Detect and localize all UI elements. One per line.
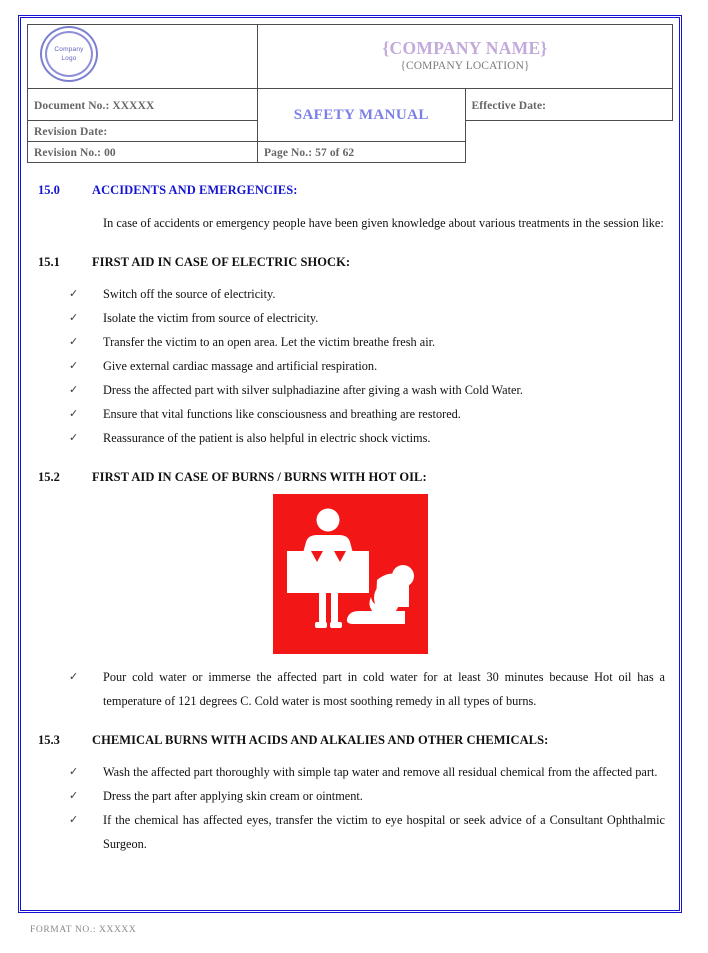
effective-date-cell bbox=[465, 89, 673, 121]
check-icon: ✓ bbox=[69, 384, 79, 396]
header-row-revision-page bbox=[28, 142, 673, 163]
check-icon: ✓ bbox=[69, 336, 79, 348]
section-15-1-checklist bbox=[27, 282, 673, 450]
list-item bbox=[27, 354, 673, 378]
list-item bbox=[27, 330, 673, 354]
logo-line-2: Logo bbox=[61, 55, 77, 62]
logo-cell bbox=[28, 25, 258, 89]
check-icon: ✓ bbox=[69, 790, 79, 802]
section-number: 15.3 bbox=[38, 733, 60, 747]
header-row-doc-effective bbox=[28, 89, 673, 121]
check-icon: ✓ bbox=[69, 408, 79, 420]
footer-format-no: FORMAT NO.: XXXXX bbox=[30, 925, 137, 935]
check-icon: ✓ bbox=[69, 360, 79, 372]
document-no-cell bbox=[28, 89, 258, 121]
section-title: ACCIDENTS AND EMERGENCIES: bbox=[92, 183, 298, 197]
revision-no-cell bbox=[28, 142, 258, 163]
list-item bbox=[27, 378, 673, 402]
section-heading-15-3 bbox=[27, 732, 673, 749]
list-item-text: Give external cardiac massage and artificial respiration. bbox=[103, 359, 378, 373]
document-page bbox=[18, 15, 682, 913]
document-no-label: Document No.: XXXXX bbox=[34, 99, 155, 112]
check-icon: ✓ bbox=[69, 671, 79, 683]
list-item bbox=[27, 426, 673, 450]
section-title: FIRST AID IN CASE OF BURNS / BURNS WITH HOT OIL: bbox=[92, 470, 427, 484]
document-header-table bbox=[27, 24, 673, 163]
section-heading-15-2 bbox=[27, 469, 673, 486]
fire-blanket-safety-pictogram-icon bbox=[273, 494, 428, 654]
list-item bbox=[27, 784, 673, 808]
list-item bbox=[27, 402, 673, 426]
page-inner-frame bbox=[27, 24, 673, 904]
check-icon: ✓ bbox=[69, 288, 79, 300]
pictogram-container bbox=[27, 494, 673, 659]
list-item bbox=[27, 760, 673, 784]
check-icon: ✓ bbox=[69, 814, 79, 826]
page-no-cell bbox=[258, 142, 466, 163]
list-item-text: Wash the affected part thoroughly with simple tap water and remove all residual chemical from the affected part. bbox=[103, 765, 658, 779]
revision-date-cell bbox=[28, 121, 258, 142]
list-item bbox=[27, 306, 673, 330]
company-logo-label bbox=[42, 45, 96, 63]
list-item-text: Ensure that vital functions like consciousness and breathing are restored. bbox=[103, 407, 461, 421]
header-row-title bbox=[28, 25, 673, 89]
page-no-label: Page No.: 57 of 62 bbox=[264, 147, 355, 159]
list-item-text: Isolate the victim from source of electricity. bbox=[103, 311, 319, 325]
company-location: {COMPANY LOCATION} bbox=[400, 59, 530, 72]
section-title: FIRST AID IN CASE OF ELECTRIC SHOCK: bbox=[92, 255, 351, 269]
effective-date-label: Effective Date: bbox=[471, 99, 547, 112]
list-item-text: Reassurance of the patient is also helpful in electric shock victims. bbox=[103, 431, 431, 445]
section-15-3-checklist bbox=[27, 760, 673, 856]
list-item-text: Dress the affected part with silver sulphadiazine after giving a wash with Cold Water. bbox=[103, 383, 523, 397]
list-item-text: Transfer the victim to an open area. Let the victim breathe fresh air. bbox=[103, 335, 436, 349]
section-number: 15.0 bbox=[38, 183, 60, 197]
revision-no-label: Revision No.: 00 bbox=[34, 147, 116, 159]
company-logo-icon bbox=[40, 26, 98, 82]
list-item-text: Switch off the source of electricity. bbox=[103, 287, 276, 301]
company-identity-cell bbox=[258, 25, 673, 89]
manual-title-cell bbox=[258, 89, 466, 142]
document-body bbox=[27, 182, 673, 856]
list-item bbox=[27, 282, 673, 306]
section-number: 15.1 bbox=[38, 255, 60, 269]
list-item-text: Dress the part after applying skin cream or ointment. bbox=[103, 789, 363, 803]
check-icon: ✓ bbox=[69, 432, 79, 444]
check-icon: ✓ bbox=[69, 312, 79, 324]
section-heading-15-0 bbox=[27, 182, 673, 199]
section-number: 15.2 bbox=[38, 470, 60, 484]
list-item-text: If the chemical has affected eyes, transfer the victim to eye hospital or seek advice of a Consultant Ophthalmic Surgeon. bbox=[103, 813, 665, 851]
check-icon: ✓ bbox=[69, 766, 79, 778]
list-item bbox=[27, 665, 673, 713]
company-name: {COMPANY NAME} bbox=[382, 37, 548, 58]
section-15-0-paragraph: In case of accidents or emergency people have been given knowledge about various treatments in the session like: bbox=[103, 216, 664, 230]
fire-blanket-svg bbox=[273, 494, 428, 654]
logo-line-1: Company bbox=[54, 46, 84, 53]
section-15-2-checklist bbox=[27, 665, 673, 713]
list-item bbox=[27, 808, 673, 856]
section-title: CHEMICAL BURNS WITH ACIDS AND ALKALIES AND OTHER CHEMICALS: bbox=[92, 733, 549, 747]
list-item-text: Pour cold water or immerse the affected part in cold water for at least 30 minutes because Hot oil has a temperature of 121 degrees C. Cold water is most soothing remedy in all types of burns. bbox=[103, 670, 665, 708]
manual-title: SAFETY MANUAL bbox=[293, 107, 429, 123]
revision-date-label: Revision Date: bbox=[34, 126, 108, 138]
section-heading-15-1 bbox=[27, 254, 673, 271]
